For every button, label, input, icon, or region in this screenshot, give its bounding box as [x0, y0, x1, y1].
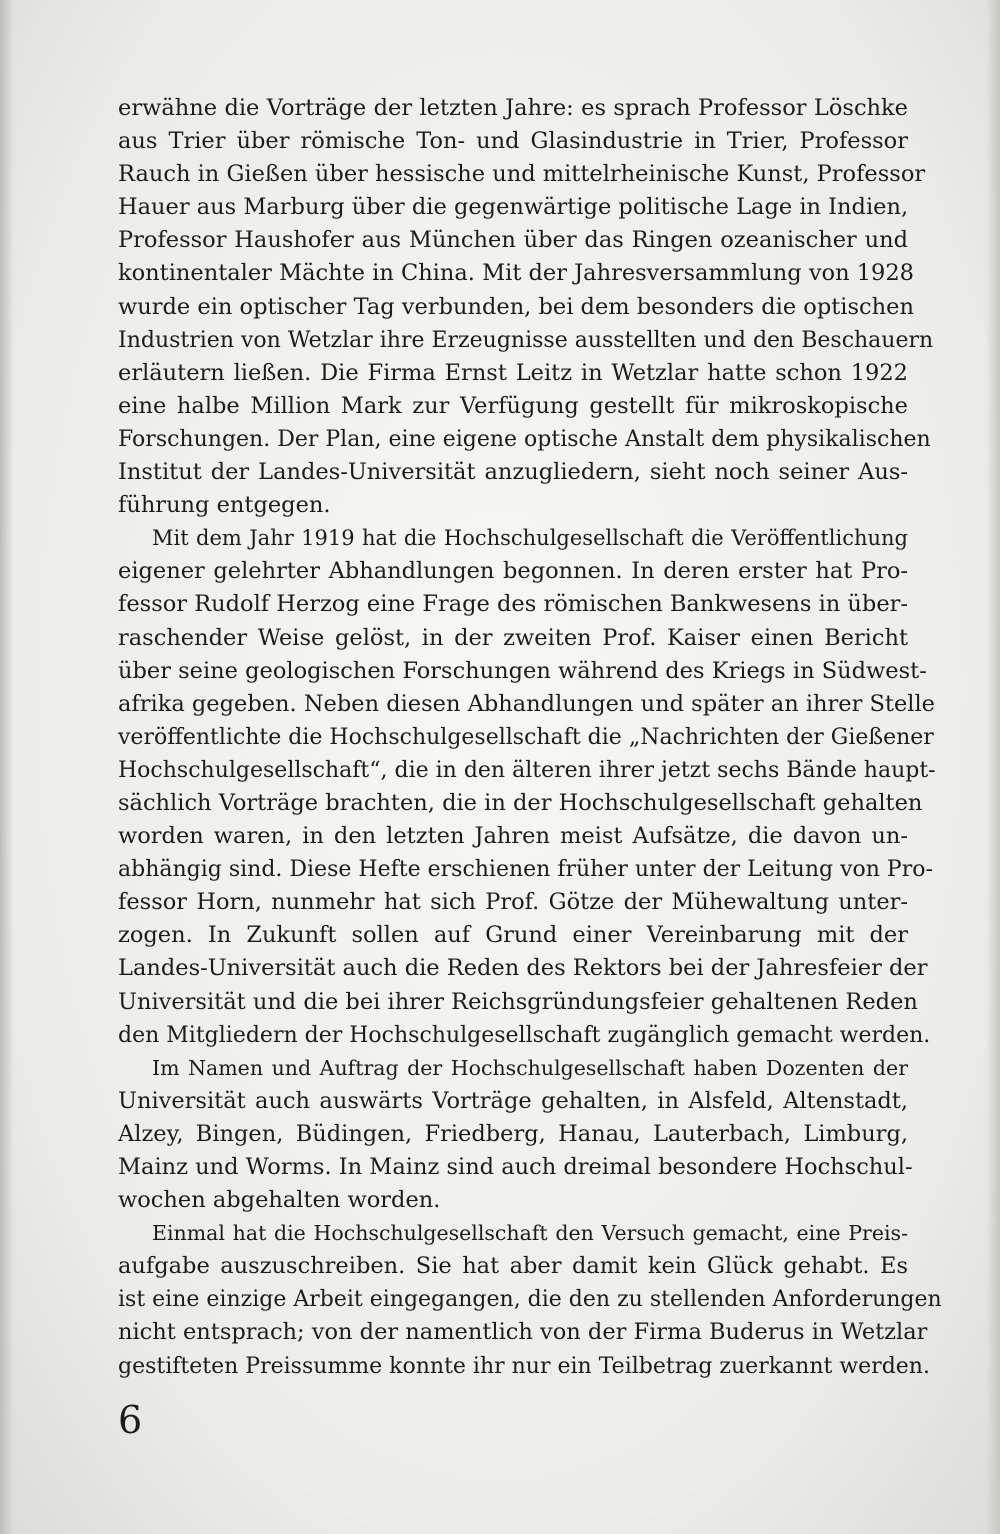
page-edge-shadow-left [0, 0, 14, 1534]
text-line: aufgabe auszuschreiben. Sie hat aber damit kein Glück gehabt. Es [118, 1253, 908, 1280]
paragraph [118, 522, 936, 1052]
text-line: Mainz und Worms. In Mainz sind auch dreimal besondere Hochschul- [118, 1154, 913, 1180]
text-line: Universität auch auswärts Vorträge gehalten, in Alsfeld, Altenstadt, [118, 1087, 908, 1114]
text-line: Industrien von Wetzlar ihre Erzeugnisse ausstellten und den Beschauern [118, 327, 934, 353]
text-line: über seine geologischen Forschungen während des Kriegs in Südwest- [118, 657, 927, 684]
text-line: gestifteten Preissumme konnte ihr nur ein Teilbetrag zuerkannt werden. [118, 1353, 930, 1379]
text-line: den Mitgliedern der Hochschulgesellschaft zugänglich gemacht werden. [118, 1022, 931, 1048]
text-line: zogen. In Zukunft sollen auf Grund einer Vereinbarung mit der [118, 922, 908, 949]
text-line: Hochschulgesellschaft“, die in den älteren ihrer jetzt sechs Bände haupt- [118, 757, 936, 783]
text-line: Universität und die bei ihrer Reichsgründungsfeier gehaltenen Reden [118, 988, 918, 1015]
text-line: fessor Horn, nunmehr hat sich Prof. Götze der Mühewaltung unter- [118, 889, 908, 916]
text-line: erläutern ließen. Die Firma Ernst Leitz in Wetzlar hatte schon 1922 [118, 359, 908, 386]
text-line: Landes-Universität auch die Reden des Rektors bei der Jahresfeier der [118, 955, 928, 982]
text-line: Institut der Landes-Universität anzugliedern, sieht noch seiner Aus- [118, 459, 908, 486]
text-line: fessor Rudolf Herzog eine Frage des römischen Bankwesens in über- [118, 591, 908, 618]
text-line: aus Trier über römische Ton- und Glasindustrie in Trier, Professor [118, 128, 908, 155]
body-text [118, 92, 942, 1383]
text-line: abhängig sind. Diese Hefte erschienen früher unter der Leitung von Pro- [118, 857, 933, 883]
text-line: wochen abgehalten worden. [118, 1187, 441, 1214]
paragraph [118, 1052, 913, 1217]
text-line: raschender Weise gelöst, in der zweiten Prof. Kaiser einen Bericht [118, 624, 908, 651]
text-line: Hauer aus Marburg über die gegenwärtige politische Lage in Indien, [118, 194, 909, 221]
page-number: 6 [118, 1398, 143, 1442]
paragraph [118, 1217, 942, 1382]
text-line: Alzey, Bingen, Büdingen, Friedberg, Hanau, Lauterbach, Limburg, [118, 1120, 908, 1147]
text-line: eigener gelehrter Abhandlungen begonnen. In deren erster hat Pro- [118, 558, 908, 585]
text-line: Forschungen. Der Plan, eine eigene optische Anstalt dem physikalischen [118, 426, 931, 452]
text-line: nicht entsprach; von der namentlich von der Firma Buderus in Wetzlar [118, 1319, 928, 1346]
page-edge-shadow-right [986, 0, 1000, 1534]
text-line: wurde ein optischer Tag verbunden, bei dem besonders die optischen [118, 293, 914, 320]
text-line: Professor Haushofer aus München über das Ringen ozeanischer und [118, 227, 908, 254]
text-line: eine halbe Million Mark zur Verfügung gestellt für mikroskopische [118, 392, 908, 419]
text-line: veröffentlichte die Hochschulgesellschaft die „Nachrichten der Gießener [118, 724, 934, 750]
text-line: Rauch in Gießen über hessische und mittelrheinische Kunst, Professor [118, 161, 926, 188]
text-line: afrika gegeben. Neben diesen Abhandlungen und später an ihrer Stelle [118, 690, 935, 717]
paragraph [118, 92, 934, 522]
text-line: führung entgegen. [118, 492, 331, 519]
text-line: sächlich Vorträge brachten, die in der Hochschulgesellschaft gehalten [118, 789, 923, 816]
text-line: Im Namen und Auftrag der Hochschulgesellschaft haben Dozenten der [152, 1055, 908, 1080]
text-line: ist eine einzige Arbeit eingegangen, die den zu stellenden Anforderungen [118, 1287, 942, 1313]
text-line: erwähne die Vorträge der letzten Jahre: es sprach Professor Löschke [118, 95, 908, 121]
text-line: Einmal hat die Hochschulgesellschaft den Versuch gemacht, eine Preis- [152, 1221, 908, 1246]
text-line: Mit dem Jahr 1919 hat die Hochschulgesellschaft die Veröffentlichung [152, 526, 908, 551]
text-line: worden waren, in den letzten Jahren meist Aufsätze, die davon un- [118, 823, 908, 850]
text-line: kontinentaler Mächte in China. Mit der Jahresversammlung von 1928 [118, 260, 914, 287]
